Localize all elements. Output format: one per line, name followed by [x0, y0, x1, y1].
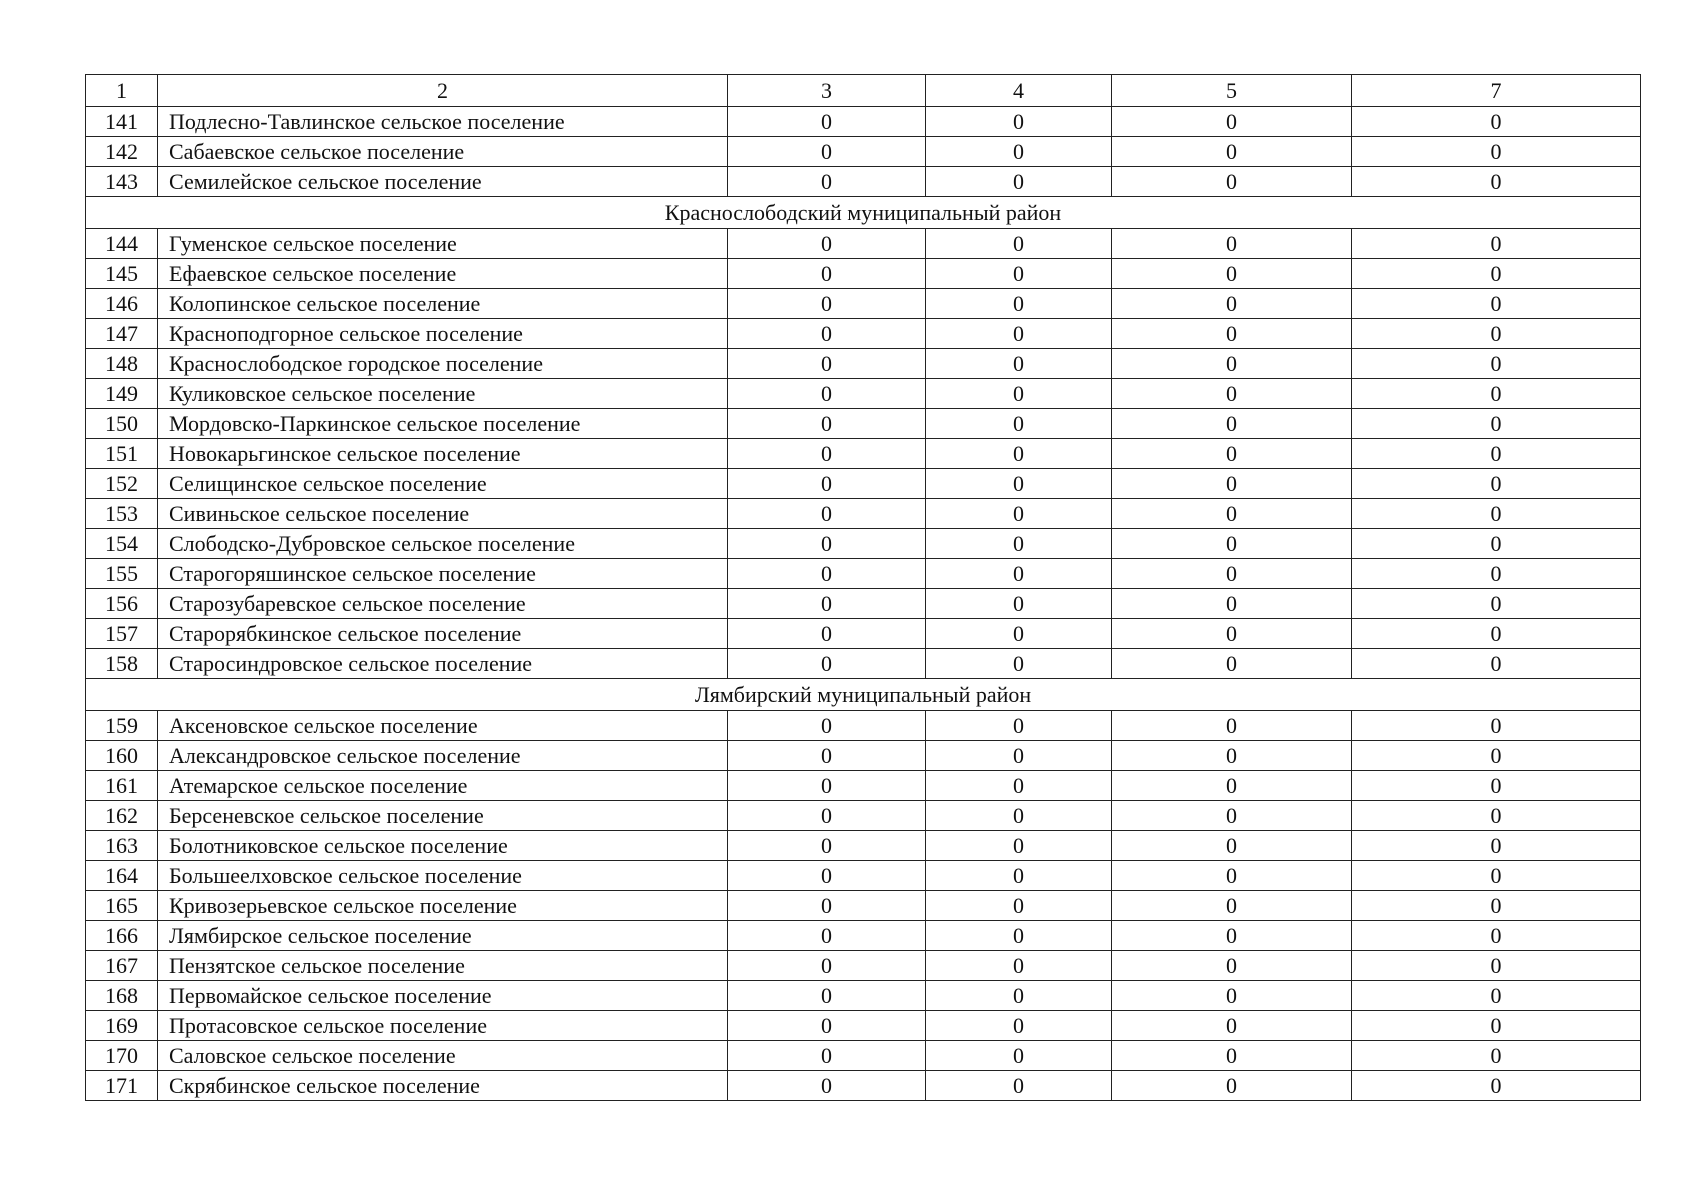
row-number: 147: [86, 319, 158, 349]
value-cell: 0: [1352, 1011, 1641, 1041]
row-number: 159: [86, 711, 158, 741]
value-cell: 0: [728, 529, 926, 559]
settlement-name: Старосиндровское сельское поселение: [158, 649, 728, 679]
settlement-name: Большеелховское сельское поселение: [158, 861, 728, 891]
settlement-name: Скрябинское сельское поселение: [158, 1071, 728, 1101]
value-cell: 0: [926, 649, 1112, 679]
value-cell: 0: [926, 319, 1112, 349]
value-cell: 0: [728, 589, 926, 619]
value-cell: 0: [1112, 741, 1352, 771]
column-header: 5: [1112, 75, 1352, 107]
table-row: [86, 771, 1641, 801]
value-cell: 0: [728, 499, 926, 529]
value-cell: 0: [1352, 831, 1641, 861]
value-cell: 0: [926, 861, 1112, 891]
table-row: [86, 529, 1641, 559]
table-row: [86, 439, 1641, 469]
row-number: 167: [86, 951, 158, 981]
settlement-name: Слободско-Дубровское сельское поселение: [158, 529, 728, 559]
value-cell: 0: [1112, 619, 1352, 649]
value-cell: 0: [728, 619, 926, 649]
row-number: 149: [86, 379, 158, 409]
row-number: 156: [86, 589, 158, 619]
value-cell: 0: [1352, 559, 1641, 589]
table-row: [86, 951, 1641, 981]
row-number: 160: [86, 741, 158, 771]
value-cell: 0: [1352, 167, 1641, 197]
value-cell: 0: [728, 711, 926, 741]
settlement-name: Сабаевское сельское поселение: [158, 137, 728, 167]
value-cell: 0: [1352, 741, 1641, 771]
value-cell: 0: [728, 137, 926, 167]
settlement-name: Александровское сельское поселение: [158, 741, 728, 771]
value-cell: 0: [926, 229, 1112, 259]
value-cell: 0: [1352, 319, 1641, 349]
value-cell: 0: [926, 801, 1112, 831]
value-cell: 0: [926, 921, 1112, 951]
column-number-header-row: [86, 75, 1641, 107]
value-cell: 0: [1352, 1071, 1641, 1101]
row-number: 144: [86, 229, 158, 259]
district-title: Краснослободский муниципальный район: [86, 197, 1641, 229]
value-cell: 0: [1112, 861, 1352, 891]
value-cell: 0: [1112, 319, 1352, 349]
row-number: 162: [86, 801, 158, 831]
value-cell: 0: [926, 499, 1112, 529]
district-section-row: [86, 197, 1641, 229]
settlement-name: Старозубаревское сельское поселение: [158, 589, 728, 619]
row-number: 170: [86, 1041, 158, 1071]
district-title: Лямбирский муниципальный район: [86, 679, 1641, 711]
column-header: 4: [926, 75, 1112, 107]
table-row: [86, 379, 1641, 409]
value-cell: 0: [1352, 981, 1641, 1011]
value-cell: 0: [1352, 379, 1641, 409]
value-cell: 0: [926, 107, 1112, 137]
value-cell: 0: [1352, 589, 1641, 619]
table-row: [86, 229, 1641, 259]
row-number: 168: [86, 981, 158, 1011]
value-cell: 0: [728, 801, 926, 831]
value-cell: 0: [926, 831, 1112, 861]
table-row: [86, 167, 1641, 197]
row-number: 152: [86, 469, 158, 499]
row-number: 150: [86, 409, 158, 439]
settlement-name: Подлесно-Тавлинское сельское поселение: [158, 107, 728, 137]
settlement-name: Старогоряшинское сельское поселение: [158, 559, 728, 589]
settlement-name: Гуменское сельское поселение: [158, 229, 728, 259]
value-cell: 0: [1112, 229, 1352, 259]
district-section-row: [86, 679, 1641, 711]
table-row: [86, 589, 1641, 619]
value-cell: 0: [728, 259, 926, 289]
value-cell: 0: [1352, 409, 1641, 439]
table-body: [86, 107, 1641, 1101]
value-cell: 0: [1112, 801, 1352, 831]
value-cell: 0: [1352, 469, 1641, 499]
value-cell: 0: [1352, 439, 1641, 469]
value-cell: 0: [926, 1071, 1112, 1101]
value-cell: 0: [728, 349, 926, 379]
value-cell: 0: [1352, 107, 1641, 137]
table-row: [86, 1071, 1641, 1101]
value-cell: 0: [728, 921, 926, 951]
table-row: [86, 1041, 1641, 1071]
value-cell: 0: [1112, 499, 1352, 529]
row-number: 165: [86, 891, 158, 921]
settlement-name: Первомайское сельское поселение: [158, 981, 728, 1011]
row-number: 158: [86, 649, 158, 679]
value-cell: 0: [926, 379, 1112, 409]
column-header: 2: [158, 75, 728, 107]
value-cell: 0: [728, 1041, 926, 1071]
row-number: 148: [86, 349, 158, 379]
table-row: [86, 409, 1641, 439]
value-cell: 0: [1352, 229, 1641, 259]
value-cell: 0: [1112, 951, 1352, 981]
row-number: 154: [86, 529, 158, 559]
column-header: 7: [1352, 75, 1641, 107]
value-cell: 0: [1352, 891, 1641, 921]
value-cell: 0: [728, 229, 926, 259]
value-cell: 0: [728, 891, 926, 921]
settlement-name: Лямбирское сельское поселение: [158, 921, 728, 951]
value-cell: 0: [1112, 289, 1352, 319]
settlement-name: Куликовское сельское поселение: [158, 379, 728, 409]
value-cell: 0: [1112, 137, 1352, 167]
value-cell: 0: [926, 619, 1112, 649]
value-cell: 0: [1112, 349, 1352, 379]
value-cell: 0: [926, 559, 1112, 589]
value-cell: 0: [1112, 649, 1352, 679]
row-number: 143: [86, 167, 158, 197]
value-cell: 0: [926, 951, 1112, 981]
table-row: [86, 499, 1641, 529]
row-number: 171: [86, 1071, 158, 1101]
table-row: [86, 559, 1641, 589]
value-cell: 0: [1112, 107, 1352, 137]
row-number: 145: [86, 259, 158, 289]
value-cell: 0: [728, 289, 926, 319]
value-cell: 0: [728, 319, 926, 349]
value-cell: 0: [1352, 619, 1641, 649]
settlements-table: [85, 74, 1641, 1101]
value-cell: 0: [1112, 529, 1352, 559]
table-row: [86, 137, 1641, 167]
settlement-name: Болотниковское сельское поселение: [158, 831, 728, 861]
table-row: [86, 469, 1641, 499]
table-row: [86, 349, 1641, 379]
value-cell: 0: [1112, 711, 1352, 741]
row-number: 146: [86, 289, 158, 319]
row-number: 164: [86, 861, 158, 891]
table-row: [86, 259, 1641, 289]
value-cell: 0: [1112, 771, 1352, 801]
value-cell: 0: [926, 1041, 1112, 1071]
value-cell: 0: [728, 107, 926, 137]
value-cell: 0: [1112, 831, 1352, 861]
settlement-name: Ефаевское сельское поселение: [158, 259, 728, 289]
table-row: [86, 649, 1641, 679]
settlement-name: Саловское сельское поселение: [158, 1041, 728, 1071]
table-row: [86, 801, 1641, 831]
value-cell: 0: [1352, 1041, 1641, 1071]
value-cell: 0: [1112, 891, 1352, 921]
row-number: 163: [86, 831, 158, 861]
row-number: 169: [86, 1011, 158, 1041]
value-cell: 0: [1352, 951, 1641, 981]
value-cell: 0: [728, 167, 926, 197]
table-row: [86, 619, 1641, 649]
table-row: [86, 319, 1641, 349]
value-cell: 0: [728, 559, 926, 589]
value-cell: 0: [926, 891, 1112, 921]
value-cell: 0: [728, 1011, 926, 1041]
row-number: 166: [86, 921, 158, 951]
value-cell: 0: [728, 741, 926, 771]
row-number: 141: [86, 107, 158, 137]
value-cell: 0: [728, 951, 926, 981]
value-cell: 0: [1352, 861, 1641, 891]
value-cell: 0: [926, 289, 1112, 319]
settlement-name: Семилейское сельское поселение: [158, 167, 728, 197]
value-cell: 0: [926, 529, 1112, 559]
settlement-name: Сивиньское сельское поселение: [158, 499, 728, 529]
value-cell: 0: [1352, 711, 1641, 741]
row-number: 151: [86, 439, 158, 469]
value-cell: 0: [1112, 409, 1352, 439]
value-cell: 0: [1112, 921, 1352, 951]
value-cell: 0: [1112, 1071, 1352, 1101]
row-number: 142: [86, 137, 158, 167]
value-cell: 0: [926, 469, 1112, 499]
value-cell: 0: [1112, 259, 1352, 289]
value-cell: 0: [926, 1011, 1112, 1041]
value-cell: 0: [1112, 1041, 1352, 1071]
table-row: [86, 289, 1641, 319]
table-row: [86, 711, 1641, 741]
value-cell: 0: [1112, 379, 1352, 409]
column-header: 3: [728, 75, 926, 107]
settlement-name: Краснослободское городское поселение: [158, 349, 728, 379]
settlement-name: Атемарское сельское поселение: [158, 771, 728, 801]
row-number: 155: [86, 559, 158, 589]
value-cell: 0: [1112, 981, 1352, 1011]
settlement-name: Кривозерьевское сельское поселение: [158, 891, 728, 921]
value-cell: 0: [1352, 771, 1641, 801]
table-row: [86, 891, 1641, 921]
value-cell: 0: [926, 349, 1112, 379]
value-cell: 0: [926, 439, 1112, 469]
value-cell: 0: [1352, 801, 1641, 831]
value-cell: 0: [1112, 167, 1352, 197]
value-cell: 0: [926, 711, 1112, 741]
value-cell: 0: [728, 831, 926, 861]
settlement-name: Протасовское сельское поселение: [158, 1011, 728, 1041]
value-cell: 0: [1352, 649, 1641, 679]
row-number: 153: [86, 499, 158, 529]
table-row: [86, 741, 1641, 771]
value-cell: 0: [926, 589, 1112, 619]
settlement-name: Старорябкинское сельское поселение: [158, 619, 728, 649]
value-cell: 0: [926, 981, 1112, 1011]
value-cell: 0: [1112, 439, 1352, 469]
table-row: [86, 921, 1641, 951]
value-cell: 0: [1352, 259, 1641, 289]
value-cell: 0: [1352, 349, 1641, 379]
value-cell: 0: [1352, 921, 1641, 951]
value-cell: 0: [1352, 499, 1641, 529]
settlement-name: Новокарьгинское сельское поселение: [158, 439, 728, 469]
table-row: [86, 107, 1641, 137]
value-cell: 0: [728, 649, 926, 679]
value-cell: 0: [1352, 289, 1641, 319]
column-header: 1: [86, 75, 158, 107]
settlement-name: Пензятское сельское поселение: [158, 951, 728, 981]
value-cell: 0: [926, 137, 1112, 167]
value-cell: 0: [1112, 469, 1352, 499]
settlement-name: Аксеновское сельское поселение: [158, 711, 728, 741]
settlement-name: Мордовско-Паркинское сельское поселение: [158, 409, 728, 439]
value-cell: 0: [1112, 1011, 1352, 1041]
row-number: 161: [86, 771, 158, 801]
table-row: [86, 831, 1641, 861]
settlement-name: Красноподгорное сельское поселение: [158, 319, 728, 349]
value-cell: 0: [926, 259, 1112, 289]
value-cell: 0: [728, 981, 926, 1011]
value-cell: 0: [728, 379, 926, 409]
table-row: [86, 861, 1641, 891]
value-cell: 0: [728, 409, 926, 439]
value-cell: 0: [728, 469, 926, 499]
value-cell: 0: [728, 439, 926, 469]
value-cell: 0: [926, 167, 1112, 197]
value-cell: 0: [728, 771, 926, 801]
settlement-name: Колопинское сельское поселение: [158, 289, 728, 319]
value-cell: 0: [1112, 559, 1352, 589]
value-cell: 0: [1352, 137, 1641, 167]
value-cell: 0: [926, 741, 1112, 771]
value-cell: 0: [728, 861, 926, 891]
row-number: 157: [86, 619, 158, 649]
value-cell: 0: [926, 771, 1112, 801]
value-cell: 0: [926, 409, 1112, 439]
table-row: [86, 1011, 1641, 1041]
table-row: [86, 981, 1641, 1011]
settlement-name: Селищинское сельское поселение: [158, 469, 728, 499]
value-cell: 0: [1352, 529, 1641, 559]
value-cell: 0: [728, 1071, 926, 1101]
value-cell: 0: [1112, 589, 1352, 619]
settlement-name: Берсеневское сельское поселение: [158, 801, 728, 831]
